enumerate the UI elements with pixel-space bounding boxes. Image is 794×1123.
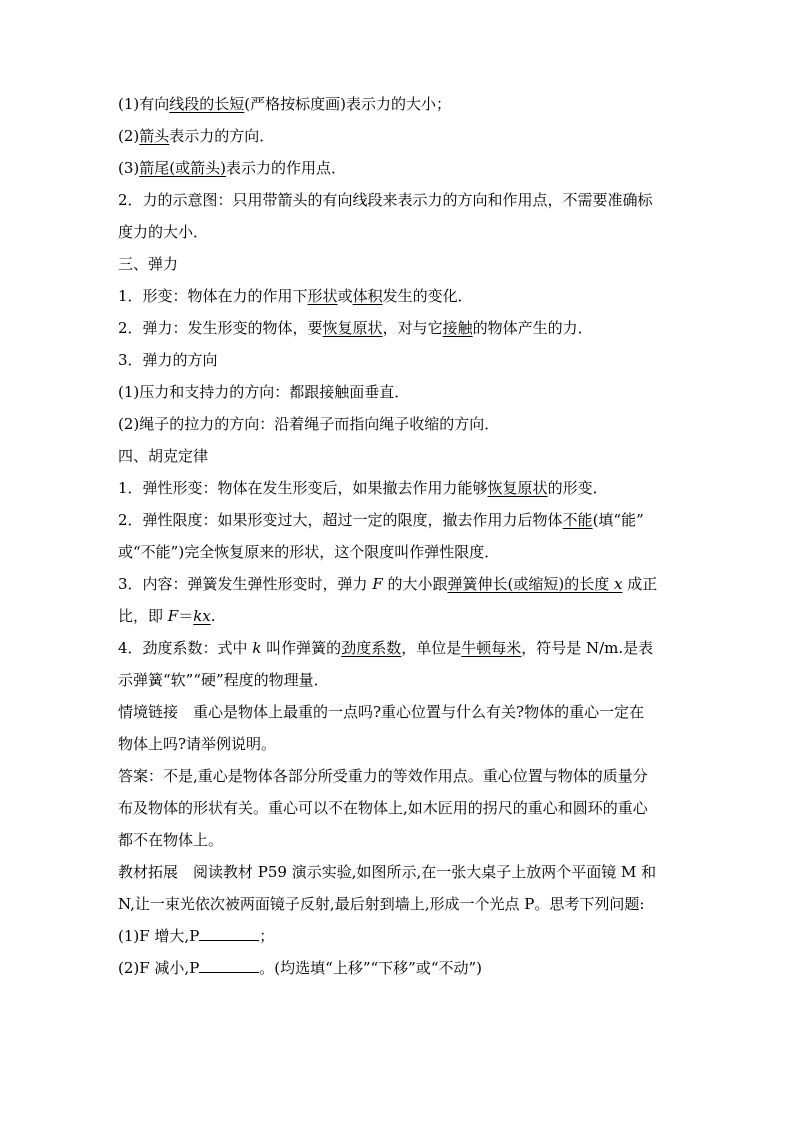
- text-line: 4．劲度系数：式中 k 叫作弹簧的劲度系数，单位是牛顿每米，符号是 N/m.是表: [118, 639, 654, 657]
- answer-underline: 接触: [442, 319, 473, 337]
- text-line: 3．内容：弹簧发生弹性形变时，弹力 F 的大小跟弹簧伸长(或缩短)的长度 x 成正: [118, 575, 658, 593]
- text-line: 都不在物体上。: [118, 831, 224, 849]
- text-line: 布及物体的形状有关。重心可以不在物体上,如木匠用的拐尺的重心和圆环的重心: [118, 799, 648, 817]
- text-line: (1)有向线段的长短(严格按标度画)表示力的大小；: [118, 95, 451, 113]
- text-line: 或“不能”)完全恢复原来的形状，这个限度叫作弹性限度．: [118, 543, 500, 561]
- text-line: 示弹簧“软”“硬”程度的物理量．: [118, 671, 329, 689]
- text-line: (3)箭尾(或箭头)表示力的作用点．: [118, 159, 346, 177]
- text-line: 情境链接 重心是物体上最重的一点吗?重心位置与什么有关?物体的重心一定在: [118, 703, 645, 721]
- answer-underline: 不能: [562, 511, 593, 529]
- text-line: 2．弹力：发生形变的物体，要恢复原状，对与它接触的物体产生的力．: [118, 319, 593, 337]
- text-line: (2)F 减小,P 。(均选填“上移”“下移”或“不动”): [118, 959, 483, 977]
- text-line: (1)F 增大,P ；: [118, 927, 275, 945]
- answer-underline: 箭尾(或箭头): [139, 159, 226, 177]
- answer-underline: 恢复原状: [322, 319, 383, 337]
- text-line: N,让一束光依次被两面镜子反射,最后射到墙上,形成一个光点 P。思考下列问题:: [118, 895, 645, 913]
- text-line: 物体上吗?请举例说明。: [118, 735, 277, 753]
- answer-underline: kx: [193, 607, 211, 625]
- text-line: 1．形变：物体在力的作用下形状或体积发生的变化．: [118, 287, 473, 305]
- text-line: 3．弹力的方向: [118, 351, 218, 369]
- text-line: 2．弹性限度：如果形变过大，超过一定的限度，撤去作用力后物体不能(填“能”: [118, 511, 644, 529]
- text-line: 2．力的示意图：只用带箭头的有向线段来表示力的方向和作用点，不需要准确标: [118, 191, 653, 209]
- fill-in-blank[interactable]: [199, 926, 259, 941]
- answer-underline: 形状: [307, 287, 338, 305]
- text-line: (2)绳子的拉力的方向：沿着绳子而指向绳子收缩的方向．: [118, 415, 500, 433]
- text-line: (1)压力和支持力的方向：都跟接触面垂直．: [118, 383, 410, 401]
- text-line: 比，即 F＝kx.: [118, 607, 216, 625]
- text-line: 1．弹性形变：物体在发生形变后，如果撤去作用力能够恢复原状的形变．: [118, 479, 608, 497]
- answer-underline: 劲度系数: [341, 639, 402, 657]
- answer-underline: 体积: [352, 287, 383, 305]
- answer-underline: 箭头: [139, 127, 170, 145]
- answer-underline: 弹簧伸长(或缩短)的长度 x: [447, 575, 623, 593]
- text-line: 答案：不是,重心是物体各部分所受重力的等效作用点。重心位置与物体的质量分: [118, 767, 648, 785]
- section-heading: 三、弹力: [118, 255, 179, 273]
- answer-underline: 牛顿每米: [461, 639, 522, 657]
- text-line: (2)箭头表示力的方向．: [118, 127, 275, 145]
- answer-underline: 恢复原状: [487, 479, 548, 497]
- text-line: 度力的大小．: [118, 223, 209, 241]
- section-heading: 四、胡克定律: [118, 447, 209, 465]
- answer-underline: 线段的长短: [169, 95, 245, 113]
- fill-in-blank[interactable]: [199, 958, 259, 973]
- text-line: 教材拓展 阅读教材 P59 演示实验,如图所示,在一张大桌子上放两个平面镜 M 和: [118, 863, 657, 881]
